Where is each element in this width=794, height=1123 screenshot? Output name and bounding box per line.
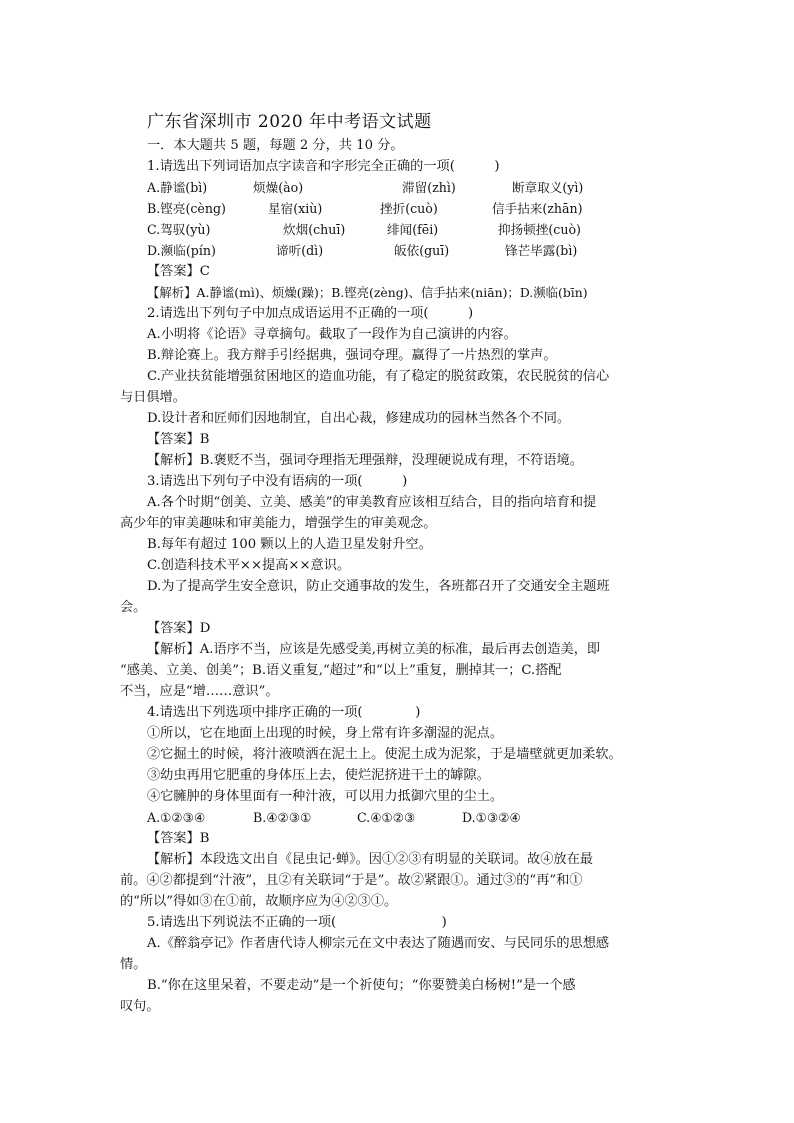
q3-option-b: B.每年有超过 100 颗以上的人造卫星发射升空。 <box>147 537 432 552</box>
q4-answer: 【答案】B <box>147 831 210 846</box>
q3-analysis-line-3: 不当，应是“增……意识”。 <box>120 684 279 699</box>
q4-analysis-line-2: 前。④②都提到“汁液”，且②有关联词“于是”。故②紧跟①。通过③的“再”和① <box>120 873 583 888</box>
q4-analysis-line-1: 【解析】本段选文出自《昆虫记·蝉》。因①②③有明显的关联词。故④放在最 <box>147 852 593 867</box>
q5-stem: 5.请选出下列说法不正确的一项( ) <box>147 915 447 930</box>
q2-option-a: A.小明将《论语》寻章摘句。截取了一段作为自己演讲的内容。 <box>147 327 517 342</box>
q1-row-a-item-2: 烦燥(ào) <box>253 180 304 195</box>
q1-row-c-item-3: 绯闻(fēi) <box>387 222 439 237</box>
q4-option-a: A.①②③④ <box>147 810 206 825</box>
section-heading: 一．本大题共 5 题，每题 2 分，共 10 分。 <box>147 138 404 153</box>
q3-option-d-line-1: D.为了提高学生安全意识，防止交通事故的发生，各班都召开了交通安全主题班 <box>147 579 610 594</box>
q3-option-a-line-2: 高少年的审美趣味和审美能力，增强学生的审美观念。 <box>120 516 437 531</box>
q1-row-b-item-3: 挫折(cuò) <box>380 201 438 216</box>
q1-answer: 【答案】C <box>147 264 210 279</box>
q1-row-a-item-3: 滞留(zhì) <box>402 180 456 195</box>
q5-option-b-line-1: B.“你在这里呆着，不要走动”是一个祈使句；“你要赞美白杨树!”是一个感 <box>147 978 576 993</box>
q3-stem: 3.请选出下列句子中没有语病的一项( ) <box>147 474 408 489</box>
q4-analysis-line-3: 的“所以”得如③在①前，故顺序应为④②③①。 <box>120 894 398 909</box>
page-title: 广东省深圳市 2020 年中考语文试题 <box>147 112 432 132</box>
q4-option-c: C.④①②③ <box>357 810 416 825</box>
q1-row-b-item-1: B.铿亮(cèng) <box>147 201 226 216</box>
q4-sentence-3: ③幼虫再用它肥重的身体压上去，使烂泥挤进干土的罅隙。 <box>147 768 490 783</box>
q2-option-c-line-1: C.产业扶贫能增强贫困地区的造血功能，有了稳定的脱贫政策，农民脱贫的信心 <box>147 369 610 384</box>
q1-row-a-item-1: A.静谧(bì) <box>147 180 208 195</box>
q2-option-c-line-2: 与日俱增。 <box>120 390 186 405</box>
q4-option-d: D.①③②④ <box>462 810 521 825</box>
q5-option-a-line-2: 情。 <box>120 957 147 972</box>
q1-stem: 1.请选出下列词语加点字读音和字形完全正确的一项( ) <box>147 159 500 174</box>
q1-row-b-item-4: 信手拈来(zhān) <box>492 201 583 216</box>
q3-analysis-line-2: “感美、立美、创美”；B.语义重复,“超过”和“以上”重复，删掉其一；C.搭配 <box>120 663 562 678</box>
q1-row-c-item-2: 炊烟(chuī) <box>283 222 346 237</box>
q1-row-c-item-1: C.驾驭(yù) <box>147 222 211 237</box>
q2-stem: 2.请选出下列句子中加点成语运用不正确的一项( ) <box>147 306 474 321</box>
q4-sentence-4: ④它臃肿的身体里面有一种汁液，可以用力抵御穴里的尘土。 <box>147 789 504 804</box>
q1-row-d-item-1: D.濒临(pín) <box>147 243 216 258</box>
q1-row-c-item-4: 抑扬顿挫(cuò) <box>498 222 581 237</box>
q1-row-b-item-2: 星宿(xiù) <box>268 201 323 216</box>
q5-option-b-line-2: 叹句。 <box>120 999 160 1014</box>
q2-analysis: 【解析】B.褒贬不当，强词夺理指无理强辩，没理硬说成有理，不符语境。 <box>147 453 583 468</box>
q3-analysis-line-1: 【解析】A.语序不当，应该是先感受美,再树立美的标准，最后再去创造美，即 <box>147 642 601 657</box>
q5-option-a-line-1: A.《醉翁亭记》作者唐代诗人柳宗元在文中表达了随遇而安、与民同乐的思想感 <box>147 936 610 951</box>
q3-answer: 【答案】D <box>147 621 211 636</box>
q4-sentence-2: ②它掘土的时候，将汁液喷洒在泥土上。使泥土成为泥浆，于是墙壁就更加柔软。 <box>147 747 622 762</box>
q4-sentence-1: ①所以，它在地面上出现的时候，身上常有许多潮湿的泥点。 <box>147 726 504 741</box>
q1-row-d-item-3: 皈依(guī) <box>394 243 450 258</box>
q2-answer: 【答案】B <box>147 432 210 447</box>
q3-option-a-line-1: A.各个时期“创美、立美、感美”的审美教育应该相互结合，目的指向培育和提 <box>147 495 597 510</box>
q3-option-d-line-2: 会。 <box>120 600 147 615</box>
q4-option-b: B.④②③① <box>253 810 312 825</box>
q1-row-d-item-2: 谛听(dì) <box>276 243 324 258</box>
q1-analysis: 【解析】A.静谧(mì)、烦燥(躁)；B.铿亮(zèng)、信手拈来(niān)；D.濒临(bīn) <box>147 285 588 300</box>
q3-option-c: C.创造科技术平××提高××意识。 <box>147 558 351 573</box>
q1-row-d-item-4: 锋芒毕露(bì) <box>505 243 578 258</box>
q2-option-d: D.设计者和匠师们因地制宜，自出心裁，修建成功的园林当然各个不同。 <box>147 411 571 426</box>
q1-row-a-item-4: 断章取义(yì) <box>512 180 584 195</box>
q2-option-b: B.辩论赛上。我方辩手引经据典，强词夺理。赢得了一片热烈的掌声。 <box>147 348 557 363</box>
q4-stem: 4.请选出下列选项中排序正确的一项( ) <box>147 705 421 720</box>
